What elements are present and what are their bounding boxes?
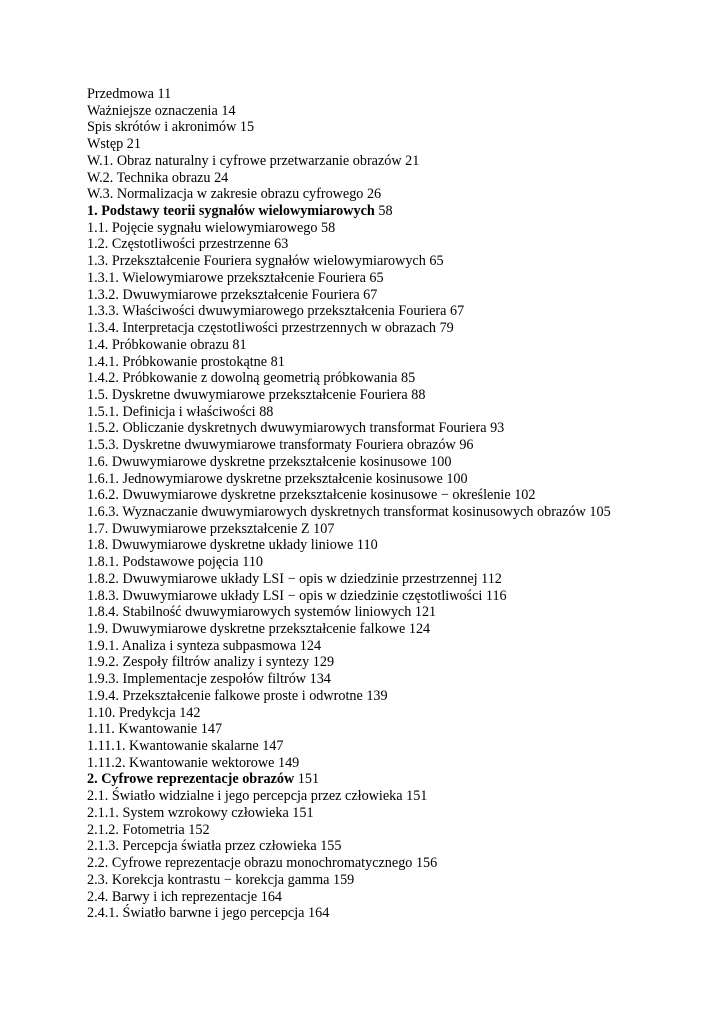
toc-entry-title: 1.9.2. Zespoły filtrów analizy i syntezy	[87, 654, 310, 671]
toc-entry	[87, 889, 707, 906]
toc-entry-title: 1.11.2. Kwantowanie wektorowe	[87, 754, 275, 771]
toc-entry	[87, 303, 707, 320]
toc-entry	[87, 236, 707, 253]
toc-entry	[87, 454, 707, 471]
toc-entry-title: 1.6. Dwuwymiarowe dyskretne przekształcenie kosinusowe	[87, 453, 427, 470]
toc-entry-page-number: 65	[429, 253, 444, 270]
toc-entry-page-number: 21	[405, 152, 420, 169]
toc-entry	[87, 287, 707, 304]
toc-entry-title: 1.8.3. Dwuwymiarowe układy LSI − opis w dziedzinie częstotliwości	[87, 587, 483, 604]
toc-entry	[87, 186, 707, 203]
toc-entry-title: Przedmowa	[87, 86, 154, 102]
toc-entry-page-number: 164	[308, 905, 330, 922]
toc-entry-title: 1.7. Dwuwymiarowe przekształcenie Z	[87, 520, 310, 537]
toc-chapter-entry	[87, 203, 707, 220]
toc-entry-page-number: 63	[274, 236, 289, 253]
toc-entry	[87, 805, 707, 822]
toc-entry-title: 2.4.1. Światło barwne i jego percepcja	[87, 905, 305, 922]
toc-entry-title: 2.1.3. Percepcja światła przez człowieka	[87, 838, 317, 855]
toc-entry	[87, 788, 707, 805]
toc-entry	[87, 220, 707, 237]
toc-entry	[87, 404, 707, 421]
toc-entry-title: 1.5.1. Definicja i właściwości	[87, 403, 256, 420]
toc-entry	[87, 554, 707, 571]
toc-entry-title: W.3. Normalizacja w zakresie obrazu cyfrowego	[87, 186, 364, 203]
toc-entry-page-number: 151	[297, 771, 320, 788]
toc-entry	[87, 136, 707, 153]
toc-entry-page-number: 139	[366, 687, 388, 704]
toc-entry-page-number: 110	[242, 554, 264, 571]
toc-entry-title: Wstęp	[87, 136, 124, 153]
toc-entry-title: 1.3.4. Interpretacja częstotliwości przestrzennych w obrazach	[87, 320, 437, 337]
toc-entry-page-number: 58	[321, 219, 336, 236]
toc-entry-page-number: 129	[312, 654, 335, 671]
toc-entry-page-number: 24	[214, 169, 229, 186]
toc-entry-title: 2.4. Barwy i ich reprezentacje	[87, 888, 258, 905]
toc-entry-page-number: 142	[179, 704, 201, 721]
toc-entry-page-number: 58	[378, 203, 393, 220]
toc-entry-title: 1.9.1. Analiza i synteza subpasmowa	[87, 637, 297, 654]
toc-entry-title: 1.9.3. Implementacje zespołów filtrów	[87, 671, 307, 688]
toc-entry-title: 2.3. Korekcja kontrastu − korekcja gamma	[87, 871, 330, 888]
toc-entry-title: 2.1. Światło widzialne i jego percepcja przez człowieka	[87, 788, 403, 805]
toc-entry-title: W.2. Technika obrazu	[87, 169, 211, 186]
toc-entry	[87, 838, 707, 855]
toc-entry	[87, 370, 707, 387]
toc-entry-page-number: 110	[356, 537, 378, 554]
toc-entry	[87, 521, 707, 538]
toc-entry	[87, 738, 707, 755]
toc-entry	[87, 119, 707, 136]
toc-entry-title: 1.8.1. Podstawowe pojęcia	[87, 554, 239, 571]
toc-entry-page-number: 102	[514, 487, 536, 504]
toc-entry-title: 1.5.2. Obliczanie dyskretnych dwuwymiarowych transformat Fouriera	[87, 420, 487, 437]
toc-entry-title: 1.8. Dwuwymiarowe dyskretne układy liniowe	[87, 537, 354, 554]
toc-entry-title: 1.8.2. Dwuwymiarowe układy LSI − opis w dziedzinie przestrzennej	[87, 570, 478, 587]
toc-chapter-entry	[87, 771, 707, 788]
toc-entry-title: 2.1.1. System wzrokowy człowieka	[87, 804, 289, 821]
toc-entry-title: 1.10. Predykcja	[87, 704, 176, 721]
toc-entry	[87, 705, 707, 722]
toc-entry-title: 1.6.2. Dwuwymiarowe dyskretne przekształcenie kosinusowe − określenie	[87, 487, 511, 504]
toc-entry-page-number: 124	[408, 621, 431, 637]
toc-entry-title: 1.9. Dwuwymiarowe dyskretne przekształcenie falkowe	[87, 621, 406, 637]
toc-entry-title: 1. Podstawy teorii sygnałów wielowymiarowych	[87, 203, 375, 220]
toc-entry-page-number: 100	[430, 453, 452, 470]
toc-entry-page-number: 96	[459, 437, 474, 454]
toc-entry	[87, 588, 707, 605]
toc-entry-page-number: 147	[200, 721, 223, 738]
toc-entry	[87, 270, 707, 287]
toc-entry-page-number: 21	[126, 136, 141, 153]
toc-entry-page-number: 147	[262, 738, 284, 755]
toc-entry	[87, 905, 707, 922]
toc-entry-page-number: 112	[481, 570, 502, 587]
toc-entry-page-number: 151	[292, 804, 314, 821]
toc-entry-title: 1.5. Dyskretne dwuwymiarowe przekształcenie Fouriera	[87, 386, 408, 403]
toc-entry	[87, 604, 707, 621]
toc-entry-page-number: 149	[277, 754, 300, 771]
toc-entry-page-number: 105	[589, 503, 611, 520]
toc-entry	[87, 688, 707, 705]
toc-entry-title: Spis skrótów i akronimów	[87, 119, 237, 136]
toc-entry-title: 2.2. Cyfrowe reprezentacje obrazu monochromatycznego	[87, 855, 413, 872]
toc-entry	[87, 103, 707, 120]
toc-entry	[87, 621, 707, 638]
toc-entry	[87, 721, 707, 738]
toc-entry	[87, 504, 707, 521]
toc-entry-title: 1.11. Kwantowanie	[87, 721, 198, 738]
table-of-contents	[87, 86, 707, 922]
toc-entry	[87, 471, 707, 488]
toc-entry-page-number: 100	[446, 470, 468, 487]
toc-entry-title: 1.1. Pojęcie sygnału wielowymiarowego	[87, 219, 318, 236]
toc-entry	[87, 755, 707, 772]
toc-entry-page-number: 116	[485, 587, 507, 604]
toc-entry	[87, 822, 707, 839]
toc-entry-page-number: 155	[320, 838, 342, 855]
toc-entry-title: 1.6.3. Wyznaczanie dwuwymiarowych dyskretnych transformat kosinusowych obrazów	[87, 503, 586, 520]
toc-entry	[87, 153, 707, 170]
toc-entry-page-number: 11	[157, 86, 172, 102]
toc-entry	[87, 638, 707, 655]
toc-entry-title: 1.3.1. Wielowymiarowe przekształcenie Fouriera	[87, 269, 366, 286]
toc-entry-page-number: 67	[363, 286, 378, 303]
toc-entry-title: 1.3.3. Właściwości dwuwymiarowego przekształcenia Fouriera	[87, 303, 447, 320]
toc-entry-page-number: 67	[449, 303, 465, 320]
toc-entry-title: 1.4. Próbkowanie obrazu	[87, 336, 229, 353]
toc-entry	[87, 387, 707, 404]
toc-entry-page-number: 156	[415, 855, 438, 872]
toc-entry-page-number: 152	[188, 821, 210, 838]
toc-entry	[87, 420, 707, 437]
toc-entry-title: 1.9.4. Przekształcenie falkowe proste i odwrotne	[87, 687, 363, 704]
toc-entry-title: 1.8.4. Stabilność dwuwymiarowych systemów liniowych	[87, 604, 412, 621]
toc-entry-page-number: 159	[332, 871, 355, 888]
toc-entry	[87, 872, 707, 889]
toc-entry-page-number: 93	[490, 420, 505, 437]
toc-entry-page-number: 79	[439, 320, 454, 337]
toc-entry-page-number: 81	[270, 353, 285, 370]
toc-entry	[87, 571, 707, 588]
toc-entry-page-number: 65	[369, 269, 384, 286]
toc-entry	[87, 170, 707, 187]
toc-entry	[87, 671, 707, 688]
toc-entry	[87, 654, 707, 671]
toc-entry-page-number: 81	[232, 336, 247, 353]
toc-entry-page-number: 14	[221, 102, 236, 119]
toc-entry-page-number: 88	[411, 386, 426, 403]
toc-entry-page-number: 26	[366, 186, 382, 203]
toc-entry-page-number: 85	[401, 370, 416, 387]
toc-entry	[87, 86, 707, 103]
toc-entry-title: 2. Cyfrowe reprezentacje obrazów	[87, 771, 295, 788]
toc-entry-title: 1.3. Przekształcenie Fouriera sygnałów wielowymiarowych	[87, 253, 426, 270]
toc-entry-title: 1.11.1. Kwantowanie skalarne	[87, 738, 259, 755]
toc-entry	[87, 337, 707, 354]
toc-entry-title: W.1. Obraz naturalny i cyfrowe przetwarzanie obrazów	[87, 152, 402, 169]
toc-entry	[87, 537, 707, 554]
toc-entry	[87, 487, 707, 504]
toc-entry	[87, 855, 707, 872]
toc-entry-title: 2.1.2. Fotometria	[87, 821, 185, 838]
toc-entry-page-number: 15	[239, 119, 255, 136]
toc-entry-title: 1.6.1. Jednowymiarowe dyskretne przekształcenie kosinusowe	[87, 470, 443, 487]
toc-entry-page-number: 164	[260, 888, 282, 905]
toc-entry-page-number: 88	[259, 403, 274, 420]
toc-entry	[87, 320, 707, 337]
toc-entry-title: Ważniejsze oznaczenia	[87, 102, 218, 119]
toc-entry	[87, 253, 707, 270]
toc-entry-page-number: 151	[406, 788, 428, 805]
toc-entry-title: 1.4.2. Próbkowanie z dowolną geometrią próbkowania	[87, 370, 398, 387]
toc-entry-page-number: 124	[299, 637, 322, 654]
toc-entry-page-number: 121	[414, 604, 437, 621]
toc-entry-title: 1.2. Częstotliwości przestrzenne	[87, 236, 271, 253]
toc-entry-page-number: 134	[309, 671, 331, 688]
toc-entry-title: 1.5.3. Dyskretne dwuwymiarowe transformaty Fouriera obrazów	[87, 437, 456, 454]
toc-entry	[87, 354, 707, 371]
toc-entry-title: 1.3.2. Dwuwymiarowe przekształcenie Fouriera	[87, 286, 360, 303]
toc-entry-title: 1.4.1. Próbkowanie prostokątne	[87, 353, 268, 370]
toc-entry-page-number: 107	[313, 520, 335, 537]
toc-entry	[87, 437, 707, 454]
